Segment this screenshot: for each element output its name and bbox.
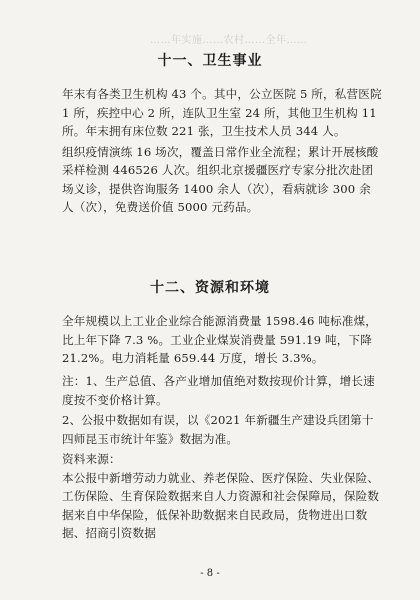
note-2: 2、公报中数据如有误，以《2021 年新疆生产建设兵团第十四师昆玉市统计年鉴》数据为准。 bbox=[62, 413, 374, 446]
bleed-through-text: ……年实施……农村……全年…… bbox=[150, 35, 308, 46]
section-11-paragraph-2: 组织疫情演练 16 场次，覆盖日常作业全流程；累计开展核酸采样检测 446526 人次。组织北京援疆医疗专家分批次赴团场义诊，提供咨询服务 1400 余人（次），看病就诊 300 余人（次），免费送价值 5000 元药品。 bbox=[62, 144, 379, 214]
section-12-heading: 十二、资源和环境 bbox=[150, 280, 270, 296]
section-11-paragraph-1: 年末有各类卫生机构 43 个。其中，公立医院 5 所，私营医院 1 所，疾控中心 2 所，连队卫生室 24 所，其他卫生机构 11 所。年末拥有床位数 221 张，卫生技术人员 344 人。 bbox=[62, 87, 382, 138]
notes-block bbox=[62, 372, 382, 543]
section-12-body bbox=[62, 312, 382, 368]
sources-title: 资料来源： bbox=[62, 452, 121, 466]
note-1: 注：1、生产总值、各产业增加值绝对数按现价计算，增长速度按不变价格计算。 bbox=[62, 374, 375, 407]
section-11-heading: 十一、卫生事业 bbox=[157, 53, 263, 69]
section-12-paragraph-1: 全年规模以上工业企业综合能源消费量 1598.46 吨标准煤，比上年下降 7.3 %。工业企业煤炭消费量 591.19 吨，下降 21.2%。电力消耗量 659.44 万度，增长 3.3%。 bbox=[62, 314, 378, 365]
page-number: - 8 - bbox=[200, 568, 220, 579]
section-11-body bbox=[62, 85, 382, 217]
sources-text: 本公报中新增劳动力就业、养老保险、医疗保险、失业保险、工伤保险、生育保险数据来自人力资源和社会保障局，保险数据来自中华保险，低保补助数据来自民政局，货物进出口数据、招商引资数据 bbox=[62, 470, 380, 540]
